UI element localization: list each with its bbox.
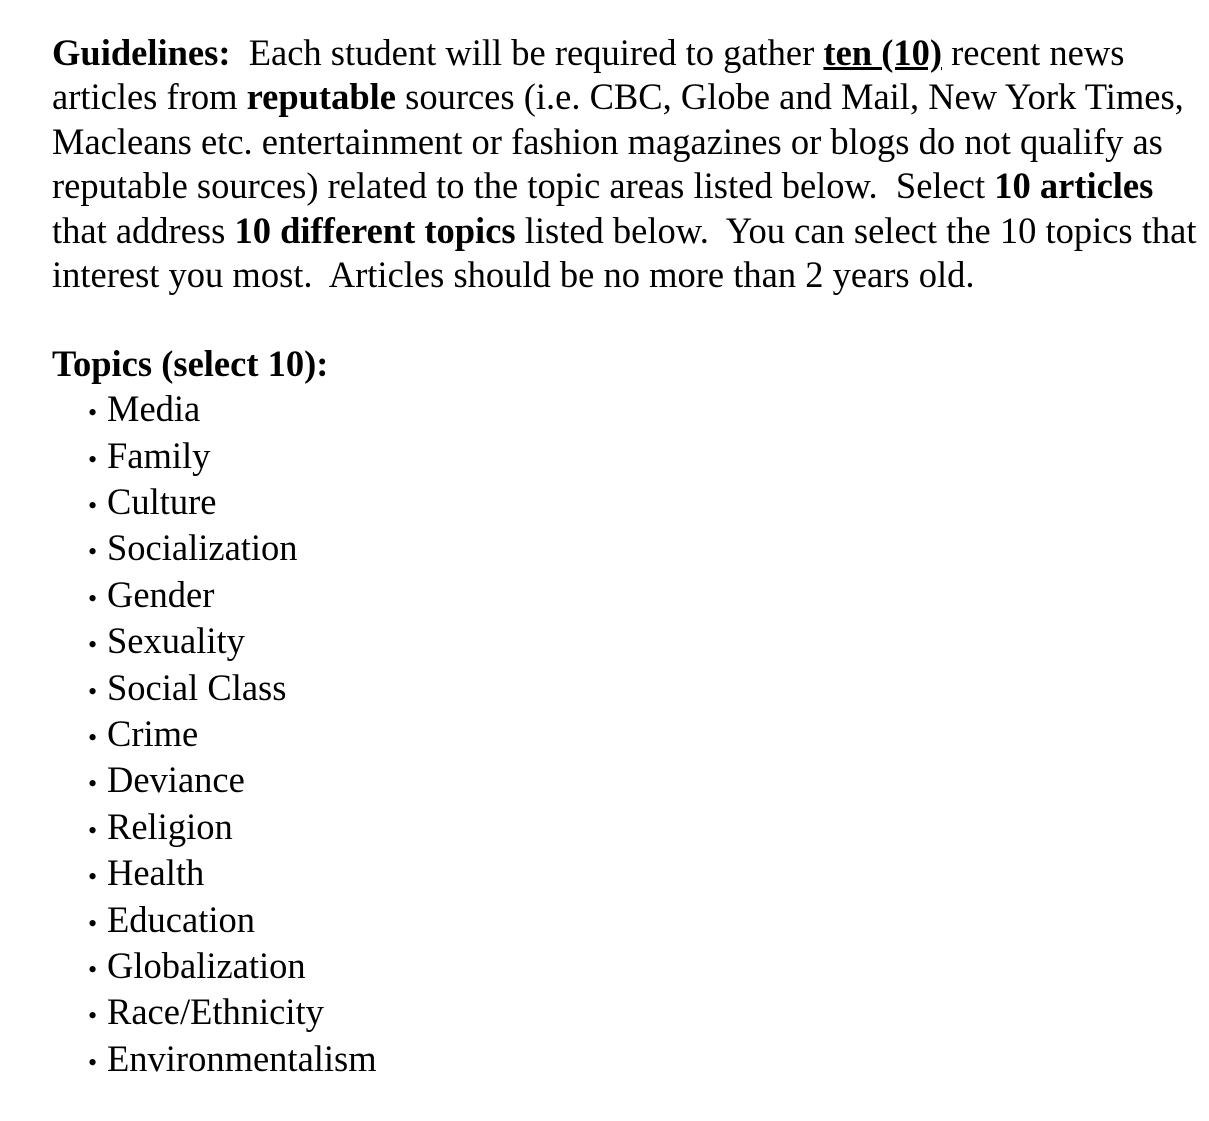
bullet-icon: •: [88, 630, 98, 660]
topic-label: Environmentalism: [107, 1037, 377, 1079]
topic-list-item: [88, 850, 1197, 896]
topic-label: Family: [107, 434, 211, 476]
bullet-icon: •: [88, 1047, 98, 1077]
bullet-icon: •: [88, 862, 98, 892]
topic-list-item: [88, 525, 1197, 571]
topic-list-item: [88, 665, 1197, 711]
topic-label: Gender: [107, 573, 215, 615]
topic-list-item: [88, 1036, 1197, 1082]
topic-label: Culture: [107, 481, 217, 523]
topic-list-item: [88, 943, 1197, 989]
topic-list-item: [88, 386, 1197, 432]
topic-label: Globalization: [107, 944, 306, 986]
topic-list-item: [88, 897, 1197, 943]
topics-heading: Topics (select 10):: [52, 342, 329, 384]
bullet-icon: •: [88, 908, 98, 938]
topic-label: Media: [107, 388, 201, 430]
topic-list: [52, 386, 1197, 1082]
bullet-icon: •: [88, 815, 98, 845]
topic-label: Race/Ethnicity: [107, 991, 324, 1033]
topic-list-item: [88, 433, 1197, 479]
topic-label: Health: [107, 852, 205, 894]
topic-label: Crime: [107, 712, 199, 754]
bullet-icon: •: [88, 491, 98, 521]
bullet-icon: •: [88, 676, 98, 706]
bullet-icon: •: [88, 722, 98, 752]
topic-list-item: [88, 989, 1197, 1035]
reputable-emphasis: reputable: [246, 76, 396, 118]
topic-label: Social Class: [107, 666, 287, 708]
guidelines-text-5: listed below. You can select the 10 topics that interest you most. Articles should be no more than 2 years old.: [52, 209, 1206, 296]
bullet-icon: •: [88, 1001, 98, 1031]
guidelines-text-4: that address: [52, 165, 1163, 251]
topic-list-item: [88, 572, 1197, 618]
topic-list-item: [88, 804, 1197, 850]
topic-list-item: [88, 757, 1197, 803]
topic-list-item: [88, 711, 1197, 757]
topic-label: Deviance: [107, 759, 245, 801]
guidelines-text-1: Each student will be required to gather: [230, 32, 824, 73]
bullet-icon: •: [88, 537, 98, 567]
topic-list-item: [88, 479, 1197, 525]
guidelines-label: Guidelines:: [52, 32, 231, 73]
ten-emphasis: ten (10): [823, 32, 943, 73]
topic-label: Education: [107, 898, 255, 940]
bullet-icon: •: [88, 583, 98, 613]
bullet-icon: •: [88, 444, 98, 474]
topic-label: Socialization: [107, 527, 298, 569]
bullet-icon: •: [88, 954, 98, 984]
guidelines-text-2: recent news articles from: [52, 32, 1134, 118]
guidelines-text-3: sources (i.e. CBC, Globe and Mail, New York Times, Macleans etc. entertainment or fashion magazines or blogs do not qualify as reputable sources) related to the topic areas listed below. Select: [52, 76, 1193, 207]
topic-list-item: [88, 618, 1197, 664]
bullet-icon: •: [88, 769, 98, 799]
topic-label: Sexuality: [107, 620, 245, 662]
ten-topics-emphasis: 10 different topics: [234, 209, 516, 251]
document-page: [52, 31, 1206, 1082]
ten-articles-emphasis: 10 articles: [994, 165, 1154, 207]
guidelines-paragraph: [52, 31, 1206, 297]
topic-label: Religion: [107, 805, 233, 847]
bullet-icon: •: [88, 398, 98, 428]
